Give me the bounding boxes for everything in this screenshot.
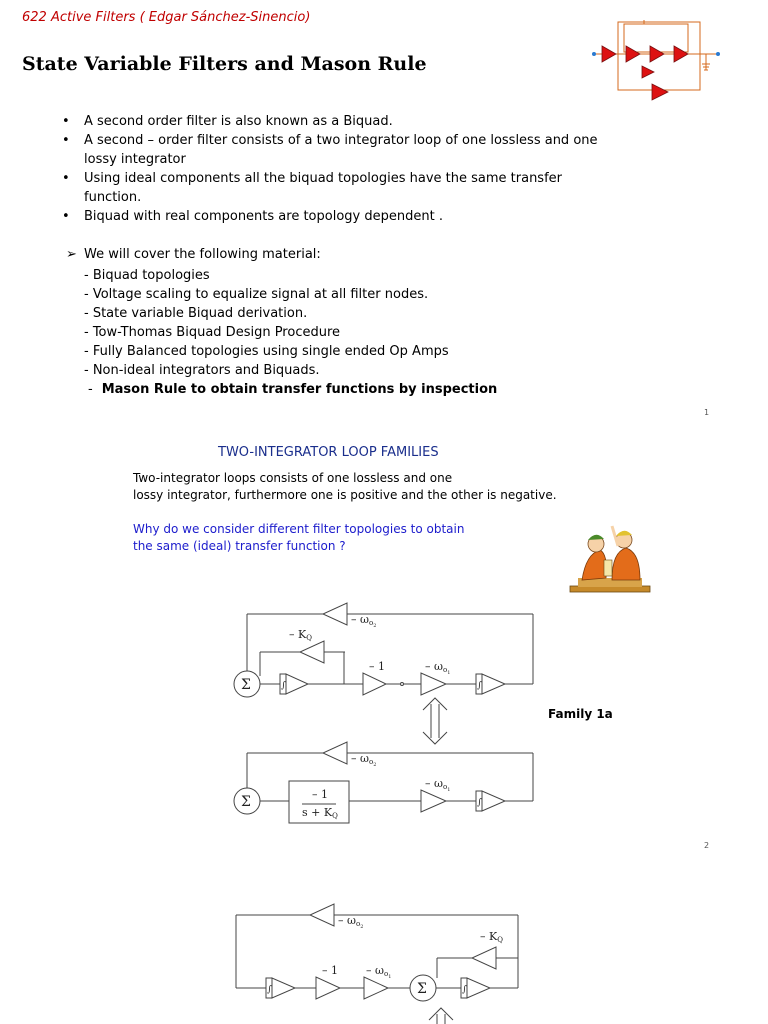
- svg-text:– ωo2: – ωo2: [338, 914, 364, 930]
- list-item-continuation: [62, 188, 622, 207]
- label-neg-w: – ω: [351, 752, 369, 765]
- cover-topics-list: [84, 266, 497, 399]
- family-1a-diagram: [220, 596, 550, 832]
- bullet-icon: •: [62, 209, 70, 224]
- bullet-text: function.: [84, 190, 142, 205]
- fraction-denominator: s + K: [302, 806, 333, 819]
- fraction-numerator: – 1: [312, 788, 328, 801]
- bullet-text: A second order filter is also known as a Biquad.: [84, 114, 393, 129]
- page-number: 1: [704, 408, 710, 417]
- list-item: - Biquad topologies: [84, 268, 210, 283]
- page-title: State Variable Filters and Mason Rule: [22, 53, 427, 75]
- bullet-icon: •: [62, 114, 70, 129]
- bullet-text: Biquad with real components are topology dependent .: [84, 209, 443, 224]
- label-neg-w: – ω: [338, 914, 356, 927]
- svg-text:– ωo1: – ωo1: [425, 660, 451, 676]
- svg-text:– ωo1: – ωo1: [366, 964, 392, 980]
- list-item: [62, 112, 622, 131]
- bullet-list: [62, 112, 622, 226]
- sum-icon: Σ: [417, 981, 427, 997]
- list-item-continuation: [62, 150, 622, 169]
- list-item: [88, 380, 497, 399]
- list-item: - State variable Biquad derivation.: [84, 306, 308, 321]
- cover-intro-text: We will cover the following material:: [84, 247, 321, 262]
- integrator-icon: ∫: [281, 681, 286, 691]
- list-item: - Voltage scaling to equalize signal at all filter nodes.: [84, 287, 429, 302]
- label-minus-one: – 1: [369, 660, 385, 673]
- bullet-text: A second – order filter consists of a two integrator loop of one lossless and one: [84, 133, 598, 148]
- sum-icon: Σ: [241, 677, 251, 693]
- bullet-text: lossy integrator: [84, 152, 186, 167]
- list-item: - Non-ideal integrators and Biquads.: [84, 363, 320, 378]
- description: [133, 470, 557, 504]
- list-item: [62, 169, 622, 188]
- sum-icon: Σ: [241, 794, 251, 810]
- list-item: [62, 131, 622, 150]
- svg-text:– ωo1: – ωo1: [425, 777, 451, 793]
- question-line: the same (ideal) transfer function ?: [133, 539, 346, 553]
- page-number: 2: [704, 841, 710, 850]
- label-neg-w: – ω: [425, 660, 443, 673]
- bullet-text: Using ideal components all the biquad topologies have the same transfer: [84, 171, 562, 186]
- bullet-icon: •: [62, 133, 70, 148]
- family-diagram-3: [230, 898, 530, 1024]
- integrator-icon: ∫: [267, 985, 272, 995]
- integrator-icon: ∫: [477, 798, 482, 808]
- integrator-icon: ∫: [477, 681, 482, 691]
- family-label: Family 1a: [548, 707, 613, 721]
- svg-text:– ωo2: – ωo2: [351, 613, 377, 629]
- description-line: Two-integrator loops consists of one lossless and one: [133, 471, 453, 485]
- list-item: - Tow-Thomas Biquad Design Procedure: [84, 325, 341, 340]
- filter-circuit-logo: [588, 18, 728, 104]
- bold-topic: Mason Rule to obtain transfer functions by inspection: [101, 382, 498, 397]
- label-neg-k: – K: [480, 930, 498, 943]
- label-neg-w: – ω: [351, 613, 369, 626]
- dash: -: [88, 382, 93, 397]
- document-header: 622 Active Filters ( Edgar Sánchez-Sinencio): [22, 10, 311, 25]
- list-item: [62, 207, 622, 226]
- bullet-icon: •: [62, 171, 70, 186]
- section-title: TWO-INTEGRATOR LOOP FAMILIES: [218, 445, 439, 460]
- arrow-bullet-icon: ➢: [66, 247, 77, 262]
- integrator-icon: ∫: [462, 985, 467, 995]
- question-text: [133, 521, 464, 555]
- svg-text:– ωo2: – ωo2: [351, 752, 377, 768]
- svg-text:– KQ: – KQ: [289, 628, 312, 642]
- description-line: lossy integrator, furthermore one is positive and the other is negative.: [133, 488, 557, 502]
- label-neg-k: – K: [289, 628, 307, 641]
- label-neg-w: – ω: [366, 964, 384, 977]
- svg-text:s + KQ: s + KQ: [302, 806, 338, 820]
- svg-text:– KQ: – KQ: [480, 930, 503, 944]
- question-line: Why do we consider different filter topologies to obtain: [133, 522, 465, 536]
- cartoon-illustration: [568, 520, 654, 596]
- label-minus-one: – 1: [322, 964, 338, 977]
- list-item: - Fully Balanced topologies using single ended Op Amps: [84, 344, 449, 359]
- label-neg-w: – ω: [425, 777, 443, 790]
